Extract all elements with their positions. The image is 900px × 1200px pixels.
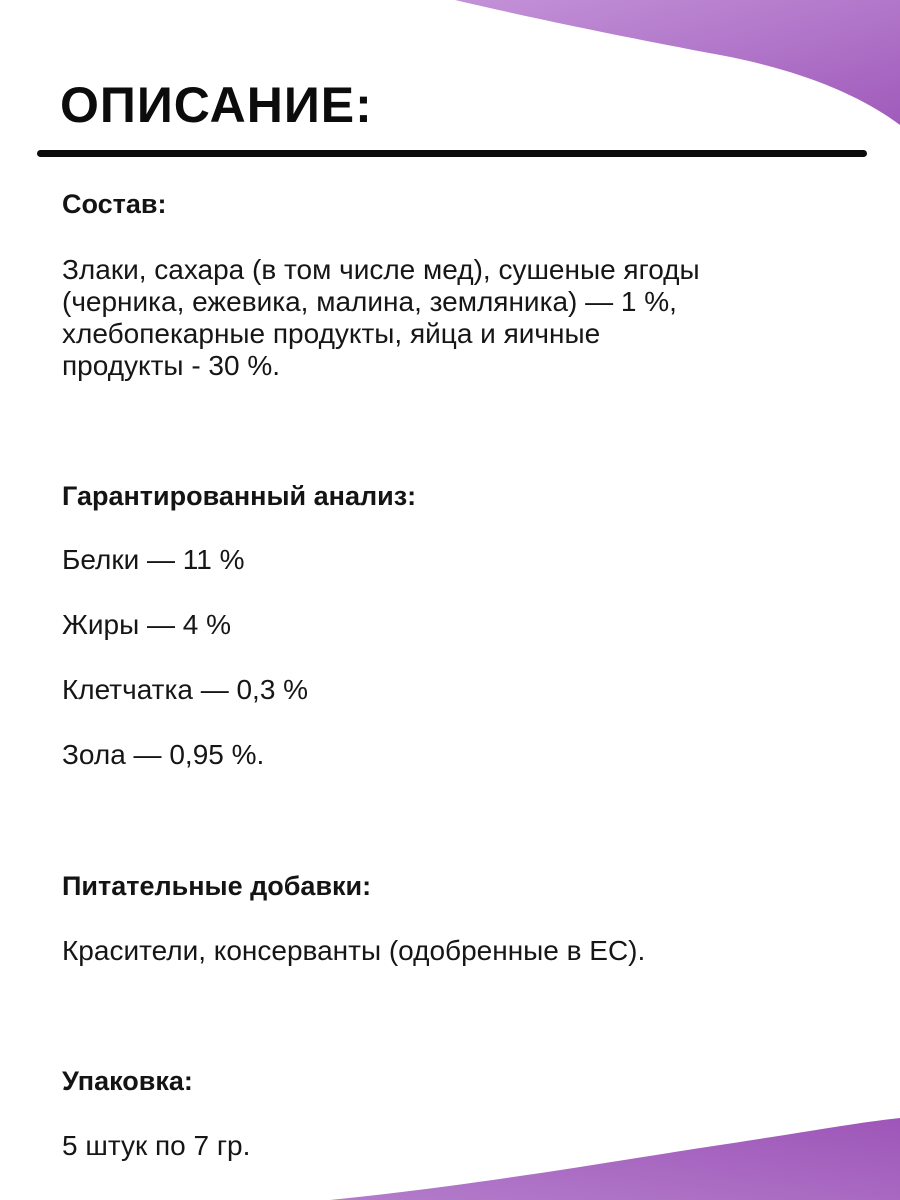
bottom-wave [330, 1118, 900, 1200]
packaging-text: 5 штук по 7 гр. [62, 1130, 251, 1161]
composition-text [62, 254, 822, 382]
analysis-item-fat: Жиры — 4 % [62, 609, 231, 640]
top-right-wave [455, 0, 900, 125]
composition-heading: Состав: [62, 189, 167, 219]
analysis-item-fiber: Клетчатка — 0,3 % [62, 674, 309, 705]
additives-text: Красители, консерванты (одобренные в ЕС). [62, 935, 646, 966]
page-title: ОПИСАНИЕ: [60, 77, 373, 133]
analysis-item-ash: Зола — 0,95 %. [62, 739, 265, 770]
composition-line: Злаки, сахара (в том числе мед), сушеные ягоды [62, 254, 700, 285]
analysis-heading: Гарантированный анализ: [62, 481, 417, 511]
additives-heading: Питательные добавки: [62, 871, 372, 901]
composition-line: продукты - 30 %. [62, 350, 281, 381]
analysis-item-protein: Белки — 11 % [62, 544, 245, 575]
composition-line: хлебопекарные продукты, яйца и яичные [62, 318, 601, 349]
packaging-heading: Упаковка: [62, 1066, 193, 1096]
title-divider [37, 150, 867, 157]
composition-line: (черника, ежевика, малина, земляника) — 1 %, [62, 286, 677, 317]
